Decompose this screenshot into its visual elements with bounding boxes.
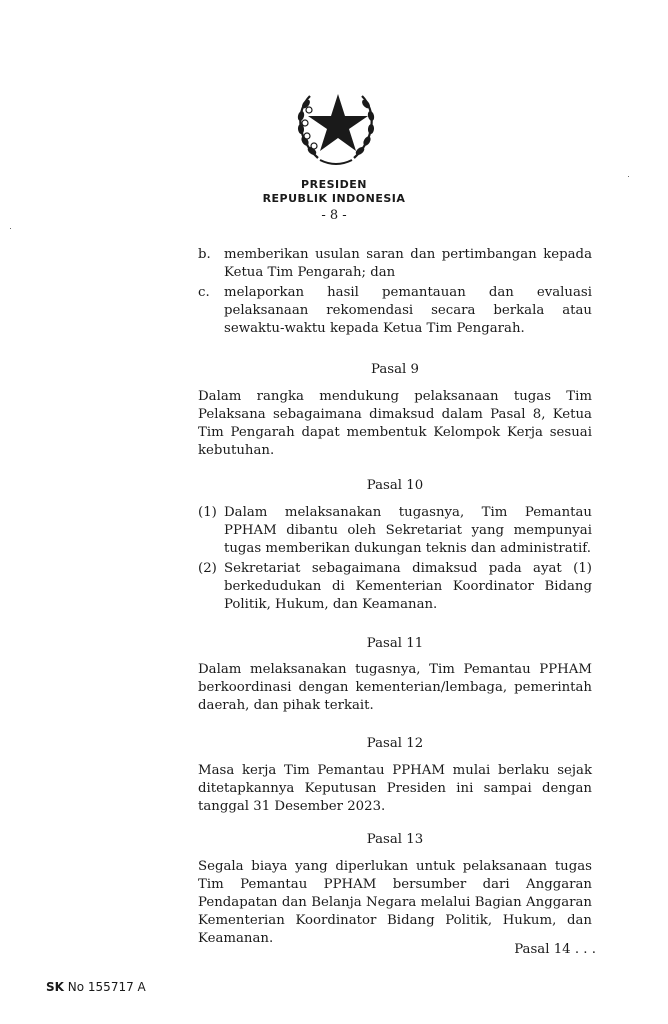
list-item	[198, 560, 592, 614]
pasal-13-text: Segala biaya yang diperlukan untuk pelaksanaan tugas Tim Pemantau PPHAM bersumber dari Anggaran Pendapatan dan Belanja Negara melalui Bagian Anggaran Kementerian Koordinator Bidang Politik, Hukum, dan Keamanan.	[198, 859, 592, 946]
pasal-9-text: Dalam rangka mendukung pelaksanaan tugas Tim Pelaksana sebagaimana dimaksud dalam Pasal 8, Ketua Tim Pengarah dapat membentuk Kelompok Kerja sesuai kebutuhan.	[198, 389, 592, 458]
list-marker: (2)	[198, 561, 217, 576]
header-title-republik: REPUBLIK INDONESIA	[262, 192, 406, 205]
pasal-13-heading: Pasal 13	[366, 832, 424, 847]
list-item-text: Dalam melaksanakan tugasnya, Tim Pemantau PPHAM dibantu oleh Sekretariat yang mempunyai tugas memberikan dukungan teknis dan administratif.	[224, 505, 592, 556]
page-number: - 8 -	[321, 208, 347, 223]
serial-label: SK	[46, 980, 64, 994]
document-serial	[46, 980, 146, 994]
list-item	[198, 284, 592, 338]
list-item	[198, 504, 592, 558]
next-page-reference: Pasal 14 . . .	[514, 942, 596, 957]
pasal-9-heading: Pasal 9	[371, 362, 419, 377]
header-title-presiden: PRESIDEN	[301, 178, 367, 191]
presidential-emblem-icon	[288, 76, 384, 172]
list-item-text: melaporkan hasil pemantauan dan evaluasi pelaksanaan rekomendasi secara berkala atau sewaktu-waktu kepada Ketua Tim Pengarah.	[224, 285, 592, 336]
pasal-10-heading: Pasal 10	[366, 478, 424, 493]
list-marker: b.	[198, 247, 211, 262]
serial-number: No 155717 A	[67, 980, 146, 994]
scan-speck	[10, 228, 11, 229]
scan-speck	[628, 176, 629, 177]
pasal-11-text: Dalam melaksanakan tugasnya, Tim Pemantau PPHAM berkoordinasi dengan kementerian/lembaga, pemerintah daerah, dan pihak terkait.	[198, 662, 592, 713]
list-marker: (1)	[198, 505, 217, 520]
pasal-12-text: Masa kerja Tim Pemantau PPHAM mulai berlaku sejak ditetapkannya Keputusan Presiden ini sampai dengan tanggal 31 Desember 2023.	[198, 763, 592, 814]
list-item-text: Sekretariat sebagaimana dimaksud pada ayat (1) berkedudukan di Kementerian Koordinator Bidang Politik, Hukum, dan Keamanan.	[224, 561, 592, 612]
list-marker: c.	[198, 285, 210, 300]
list-item-text: memberikan usulan saran dan pertimbangan kepada Ketua Tim Pengarah; dan	[224, 247, 592, 280]
pasal-11-heading: Pasal 11	[366, 636, 424, 651]
list-item	[198, 246, 592, 282]
pasal-12-heading: Pasal 12	[366, 736, 424, 751]
